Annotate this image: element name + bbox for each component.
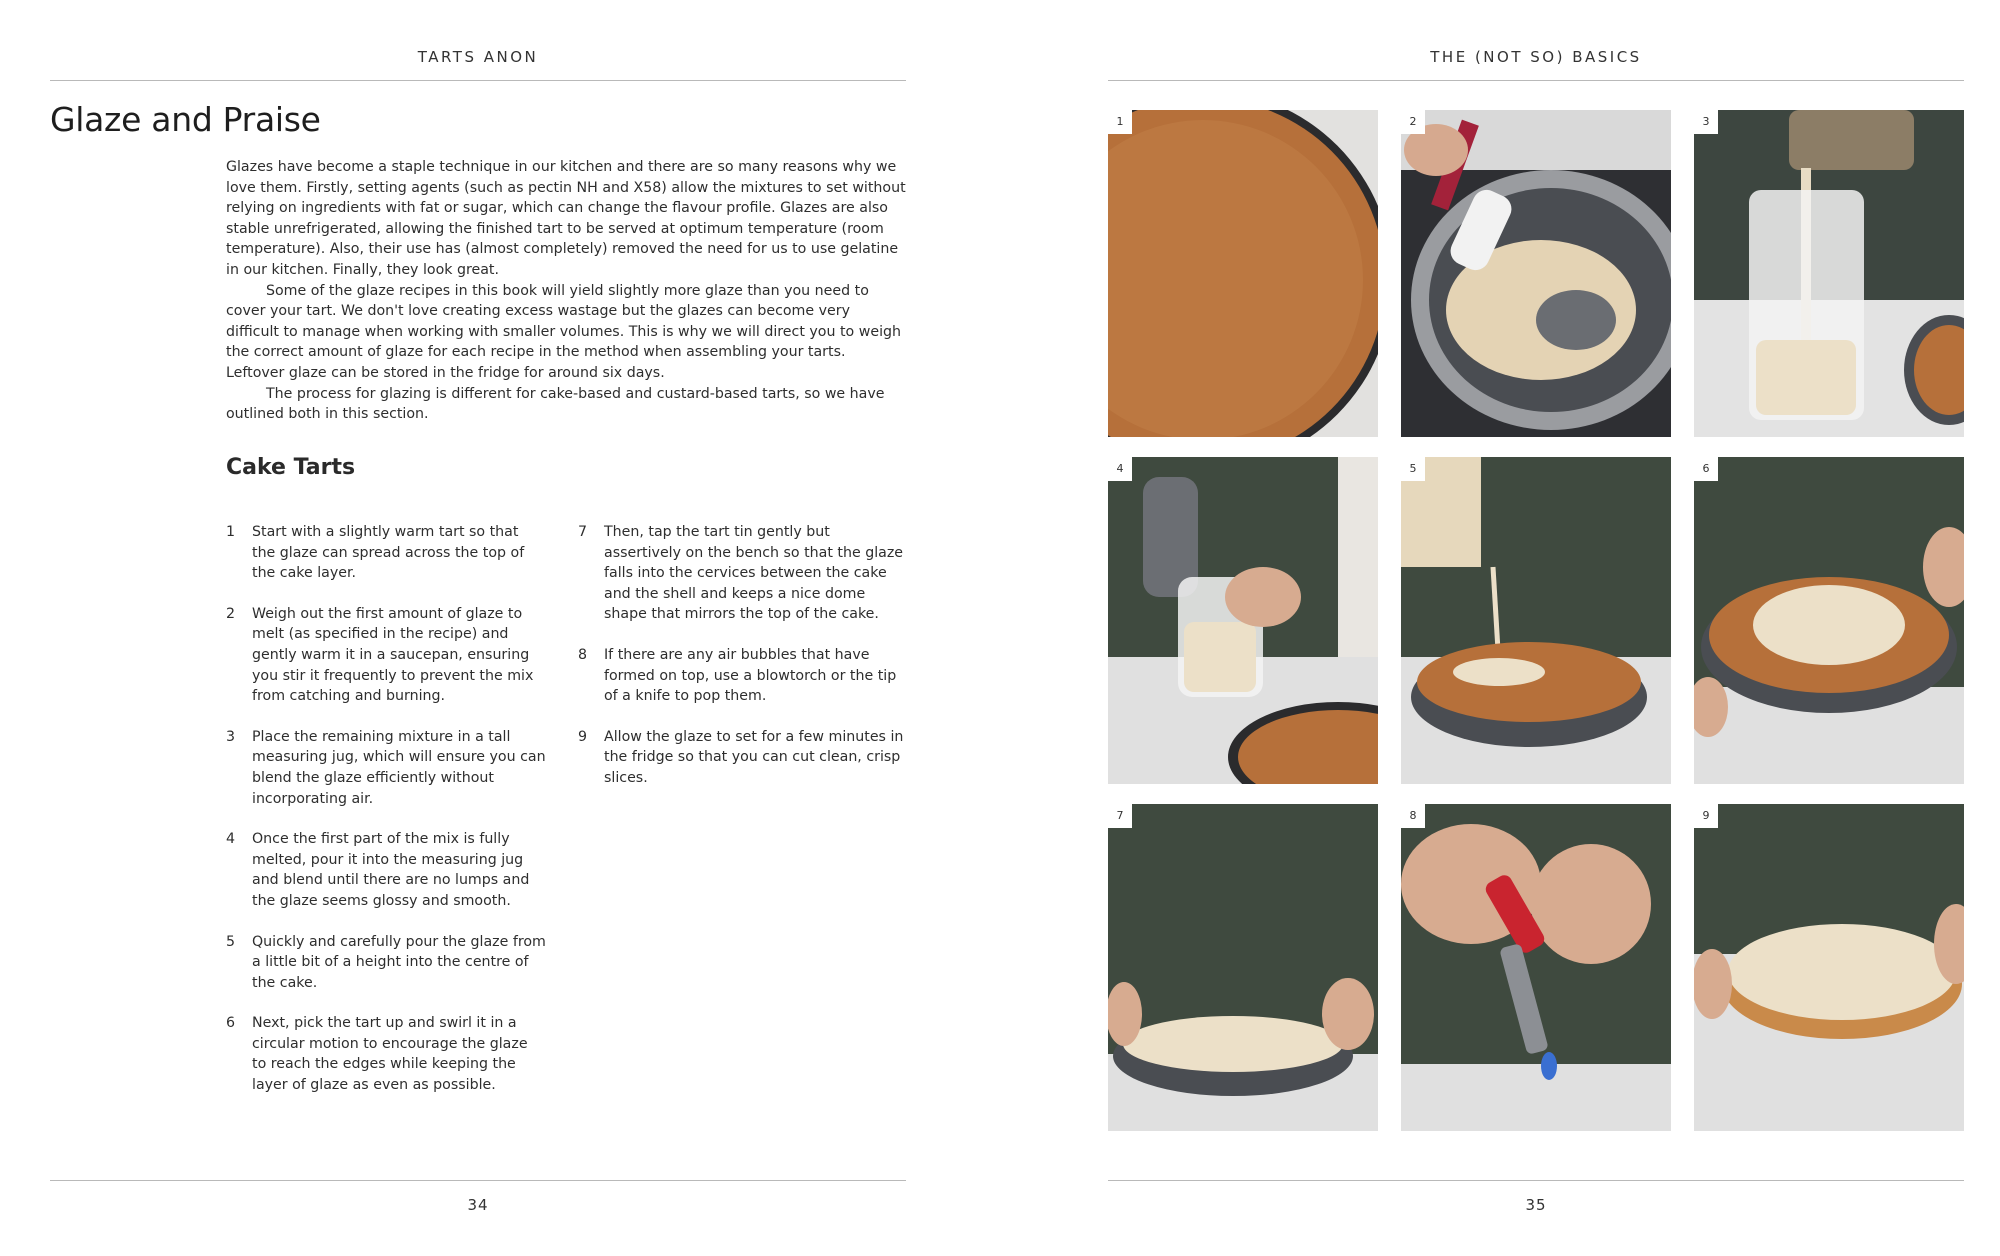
header-rule-right <box>1108 80 1964 81</box>
step-photo-grid <box>1108 110 1964 1150</box>
step-number: 2 <box>226 605 236 622</box>
blowtorch-image <box>1401 804 1671 1131</box>
step-item <box>226 829 546 911</box>
photo-badge: 8 <box>1401 804 1425 828</box>
step-item <box>578 645 908 707</box>
step-text: Then, tap the tart tin gently but assertively on the bench so that the glaze falls into the cervices between the cake and the shell and keeps a nice dome shape that mirrors the top of the cake. <box>604 524 904 623</box>
running-head-left: TARTS ANON <box>417 48 539 66</box>
step-text: Allow the glaze to set for a few minutes in the fridge so that you can cut clean, crisp slices. <box>604 728 904 786</box>
page-number-right: 35 <box>1525 1196 1547 1214</box>
step-photo-3 <box>1694 110 1964 437</box>
step-photo-2 <box>1401 110 1671 437</box>
step-number: 8 <box>578 646 588 663</box>
step-number: 6 <box>226 1015 236 1032</box>
step-text: Quickly and carefully pour the glaze from a little bit of a height into the centre of the cake. <box>252 933 546 991</box>
step-text: If there are any air bubbles that have formed on top, use a blowtorch or the tip of a knife to pop them. <box>604 646 897 705</box>
section-title: Cake Tarts <box>226 455 356 480</box>
photo-badge: 1 <box>1108 110 1132 134</box>
photo-badge: 9 <box>1694 804 1718 828</box>
step-item <box>226 932 546 994</box>
photo-badge: 7 <box>1108 804 1132 828</box>
footer-rule-right <box>1108 1180 1964 1181</box>
photo-badge: 6 <box>1694 457 1718 481</box>
step-text: Start with a slightly warm tart so that the glaze can spread across the top of the cake layer. <box>252 524 525 582</box>
pouring-jug-image <box>1694 110 1964 437</box>
step-number: 7 <box>578 524 588 540</box>
intro-paragraph: The process for glazing is different for cake-based and custard-based tarts, so we have outlined both in this section. <box>226 385 885 423</box>
step-number: 5 <box>226 933 236 950</box>
step-number: 4 <box>226 831 236 848</box>
step-text: Once the first part of the mix is fully melted, pour it into the measuring jug and blend until there are no lumps and the glaze seems glossy and smooth. <box>252 831 530 909</box>
running-head-right: THE (NOT SO) BASICS <box>1430 48 1642 66</box>
step-text: Next, pick the tart up and swirl it in a circular motion to encourage the glaze to reach the edges while keeping the layer of glaze as even as possible. <box>252 1015 528 1094</box>
step-item <box>226 604 546 707</box>
step-photo-1 <box>1108 110 1378 437</box>
photo-badge: 5 <box>1401 457 1425 481</box>
step-photo-7 <box>1108 804 1378 1131</box>
step-photo-5 <box>1401 457 1671 784</box>
step-item <box>226 1013 546 1095</box>
step-text: Weigh out the first amount of glaze to melt (as specified in the recipe) and gently warm it in a saucepan, ensuring you stir it frequently to prevent the mix from catching and burning. <box>252 605 534 705</box>
step-item <box>578 727 908 789</box>
footer-rule-left <box>50 1180 906 1181</box>
swirling-glaze-image <box>1694 457 1964 784</box>
step-number: 3 <box>226 728 236 745</box>
step-item <box>226 522 546 584</box>
photo-badge: 3 <box>1694 110 1718 134</box>
step-text: Place the remaining mixture in a tall measuring jug, which will ensure you can blend the glaze efficiently without incorporating air. <box>252 728 546 807</box>
intro-text <box>226 157 906 425</box>
step-item <box>226 727 546 809</box>
step-item <box>578 522 908 625</box>
step-number: 9 <box>578 728 588 745</box>
finished-tart-image <box>1694 804 1964 1131</box>
saucepan-image <box>1401 110 1671 437</box>
tart-top-view-image <box>1108 110 1378 437</box>
page-title: Glaze and Praise <box>50 100 321 139</box>
page-number-left: 34 <box>467 1196 489 1214</box>
step-photo-6 <box>1694 457 1964 784</box>
step-photo-4 <box>1108 457 1378 784</box>
photo-badge: 4 <box>1108 457 1132 481</box>
intro-paragraph: Some of the glaze recipes in this book will yield slightly more glaze than you need to cover your tart. We don't love creating excess wastage but the glazes can become very difficult to manage when working with smaller volumes. This is why we will direct you to weigh the correct amount of glaze for each recipe in the method when assembling your tarts. Leftover glaze can be stored in the fridge for around six days. <box>226 282 902 381</box>
intro-paragraph: Glazes have become a staple technique in our kitchen and there are so many reasons why we love them. Firstly, setting agents (such as pectin NH and X58) allow the mixtures to set without relying on ingredients with fat or sugar, which can change the flavour profile. Glazes are also stable unrefrigerated, allowing the finished tart to be served at optimum temperature (room temperature). Also, their use has (almost completely) removed the need for us to use gelatine in our kitchen. Finally, they look great. <box>226 159 906 278</box>
pouring-glaze-image <box>1401 457 1671 784</box>
steps-column-2 <box>578 522 908 809</box>
photo-badge: 2 <box>1401 110 1425 134</box>
tapping-tart-image <box>1108 804 1378 1131</box>
step-number: 1 <box>226 524 236 540</box>
right-page <box>1000 0 2000 1256</box>
blending-image <box>1108 457 1378 784</box>
header-rule-left <box>50 80 906 81</box>
steps-column-1 <box>226 522 546 1116</box>
step-photo-9 <box>1694 804 1964 1131</box>
step-photo-8 <box>1401 804 1671 1131</box>
